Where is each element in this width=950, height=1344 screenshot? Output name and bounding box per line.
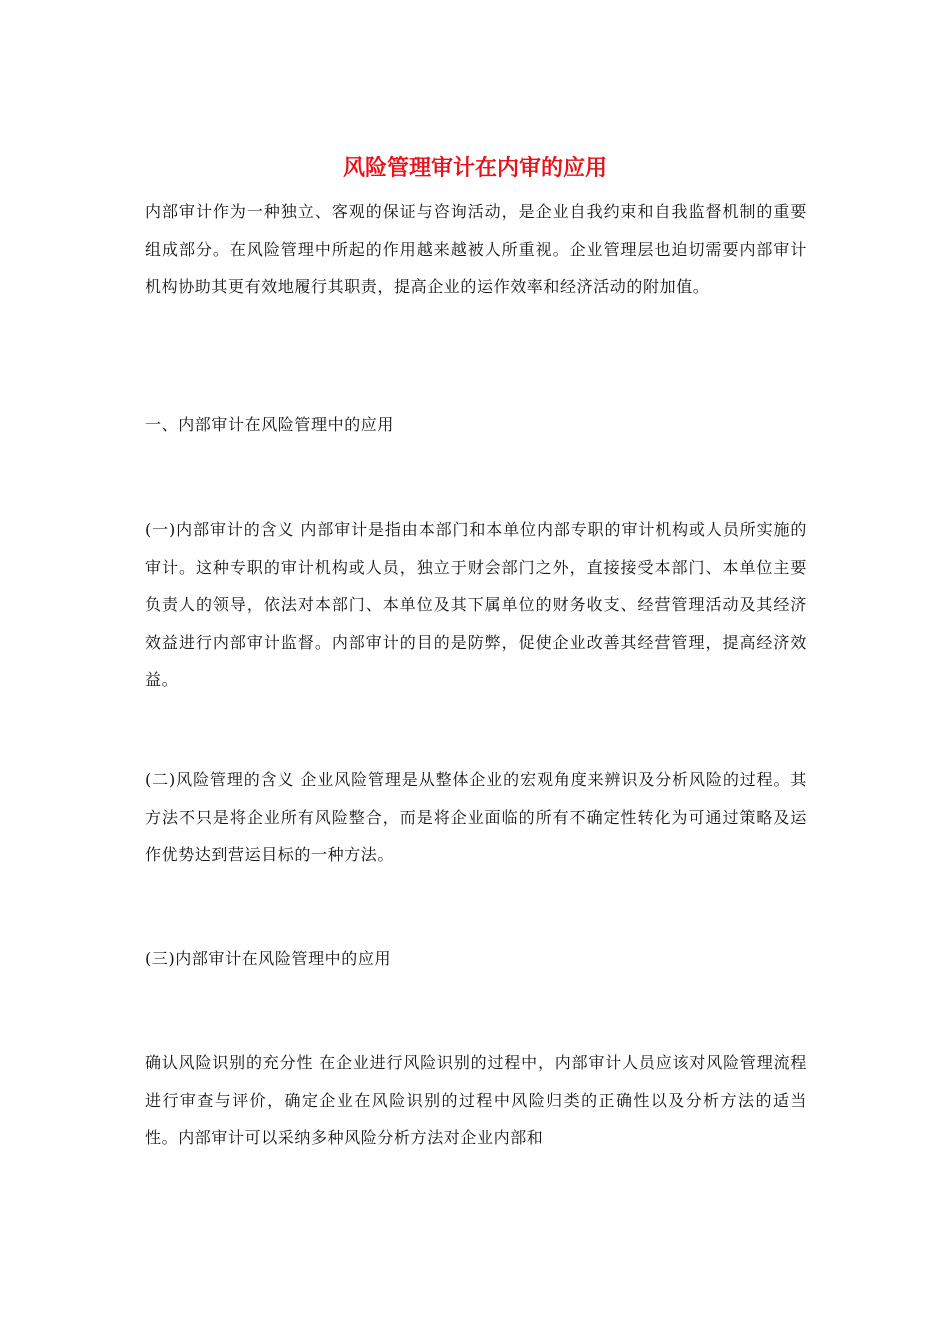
subsection-1-paragraph: (一)内部审计的含义 内部审计是指由本部门和本单位内部专职的审计机构或人员所实施的审计。这种专职的审计机构或人员，独立于财会部门之外，直接接受本部门、本单位主要负责人的领导，依法对本部门、本单位及其下属单位的财务收支、经营管理活动及其经济效益进行内部审计监督。内部审计的目的是防弊，促使企业改善其经营管理，提高经济效益。 — [145, 520, 807, 689]
subsection-2-paragraph: (二)风险管理的含义 企业风险管理是从整体企业的宏观角度来辨识及分析风险的过程。其方法不只是将企业所有风险整合，而是将企业面临的所有不确定性转化为可通过策略及运作优势达到营运目标的一种方法。 — [145, 770, 807, 864]
section-heading-1: 一、内部审计在风险管理中的应用 — [145, 415, 395, 434]
intro-paragraph: 内部审计作为一种独立、客观的保证与咨询活动，是企业自我约束和自我监督机制的重要组成部分。在风险管理中所起的作用越来越被人所重视。企业管理层也迫切需要内部审计机构协助其更有效地履行其职责，提高企业的运作效率和经济活动的附加值。 — [145, 202, 807, 296]
subsection-3-heading: (三)内部审计在风险管理中的应用 — [145, 949, 392, 968]
document-title: 风险管理审计在内审的应用 — [342, 155, 607, 181]
confirm-risk-paragraph: 确认风险识别的充分性 在企业进行风险识别的过程中，内部审计人员应该对风险管理流程进行审查与评价，确定企业在风险识别的过程中风险归类的正确性以及分析方法的适当性。内部审计可以采纳多种风险分析方法对企业内部和 — [145, 1053, 807, 1147]
